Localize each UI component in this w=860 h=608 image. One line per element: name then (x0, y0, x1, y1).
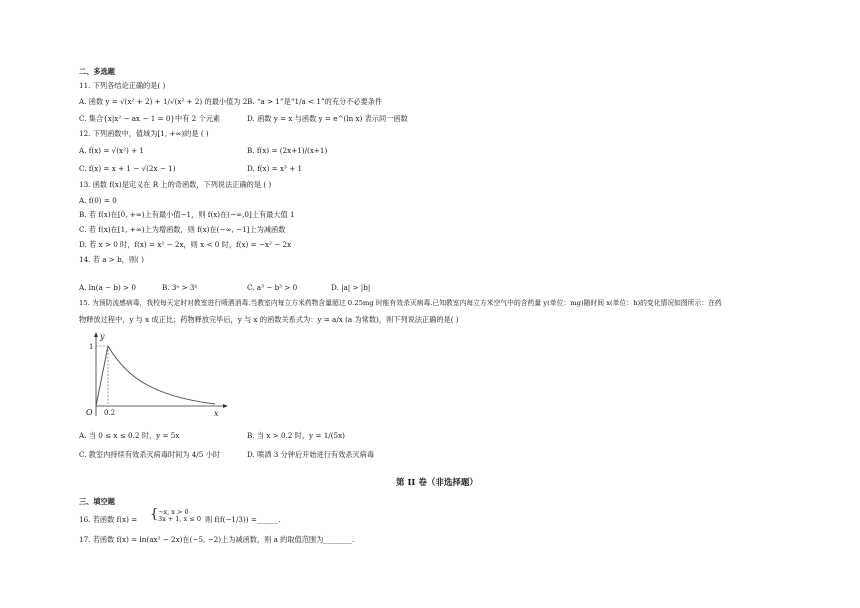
question-13-option-a: A. f(0) = 0 (79, 196, 117, 205)
question-16-prefix: 16. 若函数 f(x) = (79, 515, 138, 524)
linear-segment (96, 346, 108, 406)
question-13-option-c: C. 若 f(x)在[1, +∞)上为增函数，则 f(x)在(−∞, −1]上为减函数 (79, 225, 286, 234)
question-15-option-c: C. 教室内持续有效杀灭病毒时间为 4/5 小时 (79, 450, 220, 459)
question-14-option-c: C. a³ − b³ > 0 (247, 283, 298, 292)
decay-curve (108, 346, 215, 404)
question-15-graph (80, 330, 230, 420)
question-11-option-c: C. 集合{x|x² − ax − 1 = 0}中有 2 个元素 (79, 114, 221, 123)
section-title-fill-in: 三、填空题 (79, 497, 115, 506)
question-14-option-a: A. ln(a − b) > 0 (79, 283, 136, 292)
question-14-stem: 14. 若 a > b，则( ) (79, 255, 144, 264)
origin-label: O (86, 408, 93, 417)
question-13-stem: 13. 函数 f(x)是定义在 R 上的奇函数，下列说法正确的是 ( ) (79, 180, 272, 189)
part-2-title: 第 II 卷（非选择题） (396, 478, 478, 488)
question-11-stem: 11. 下列各结论正确的是( ) (79, 81, 166, 90)
question-16-suffix: 则 f(f(−1/3)) =______. (205, 515, 281, 524)
question-15-option-d: D. 喷洒 3 分钟后开始进行有效杀灭病毒 (247, 450, 375, 459)
question-16-case-1: −x, x > 0 (158, 508, 189, 516)
peak-x-label: 0.2 (104, 409, 116, 417)
question-14-option-b: B. 3ᵃ > 3ᵇ (162, 283, 198, 292)
question-15-option-a: A. 当 0 ≤ x ≤ 0.2 时，y = 5x (79, 431, 180, 440)
x-axis-label: x (214, 409, 219, 418)
peak-y-label: 1 (89, 343, 94, 351)
question-12-option-b: B. f(x) = (2x+1)/(x+1) (247, 146, 328, 155)
question-11-option-d: D. 函数 y = x 与函数 y = e^(ln x) 表示同一函数 (247, 114, 408, 123)
question-13-option-d: D. 若 x > 0 时，f(x) = x² − 2x，则 x < 0 时，f(x) = −x² − 2x (79, 240, 292, 249)
question-11-option-a: A. 函数 y = √(x² + 2) + 1/√(x² + 2) 的最小值为 2 (79, 97, 248, 106)
y-axis-arrow (94, 332, 98, 337)
y-axis-label: y (100, 332, 105, 341)
question-15-stem-line2: 物释放过程中，y 与 x 成正比；药物释放完毕后，y 与 x 的函数关系式为：y = a/x (a 为常数)，则下列说法正确的是( ) (79, 315, 459, 324)
question-14-option-d: D. |a| > |b| (331, 283, 371, 292)
question-12-option-a: A. f(x) = √(x²) + 1 (79, 146, 144, 155)
question-11-option-b: B. “a > 1”是“1/a < 1”的充分不必要条件 (247, 97, 383, 106)
question-12-option-d: D. f(x) = x³ + 1 (247, 164, 303, 173)
question-16-case-2: 3x + 1, x ≤ 0 (158, 515, 202, 523)
x-axis-arrow (223, 404, 228, 408)
question-15-stem-line1: 15. 为预防流感病毒，我校每天定时对教室进行喷洒消毒.当教室内每立方米药物含量超过 0.25mg 时能有效杀灭病毒.已知教室内每立方米空气中的含药量 y(单位：mg)随时间 x(单位：h)的变化情况如图所示：在药 (79, 299, 722, 307)
question-12-option-c: C. f(x) = x + 1 − √(2x − 1) (79, 164, 176, 173)
question-13-option-b: B. 若 f(x)在[0, +∞)上有最小值−1，则 f(x)在(−∞,0]上有最大值 1 (79, 210, 295, 219)
question-12-stem: 12. 下列函数中，值域为[1, +∞)的是 ( ) (79, 129, 209, 138)
question-15-option-b: B. 当 x > 0.2 时，y = 1/(5x) (247, 431, 345, 440)
piecewise-brace: { (150, 507, 159, 522)
question-17: 17. 若函数 f(x) = ln(ax² − 2x)在(−5, −2)上为减函数，则 a 的取值范围为________. (79, 535, 355, 544)
section-title-multiple-choice: 二、多选题 (79, 67, 115, 76)
